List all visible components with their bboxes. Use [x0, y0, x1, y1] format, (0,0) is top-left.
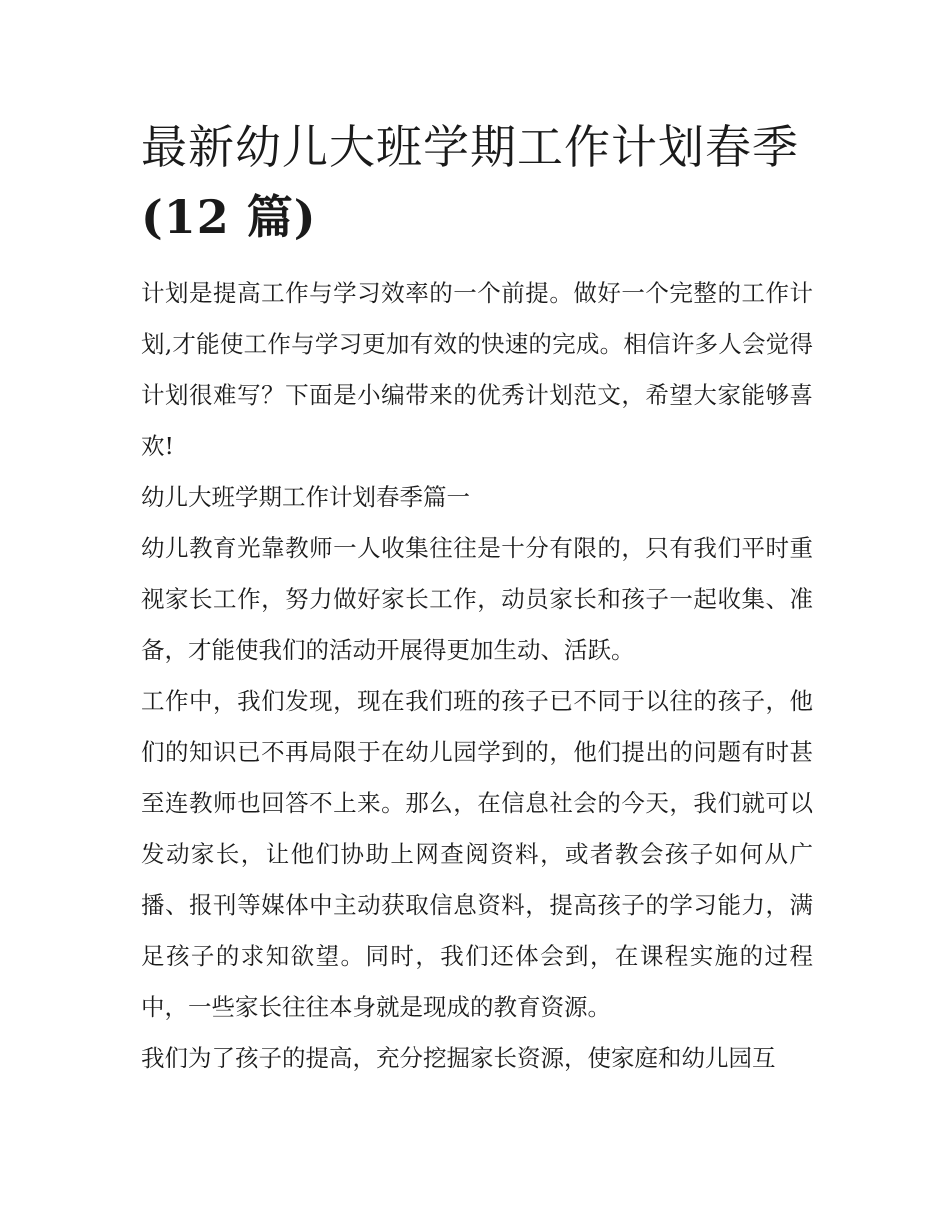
title-suffix: (12 篇) [141, 190, 317, 244]
document-title [141, 112, 813, 252]
body-paragraph-1: 幼儿教育光靠教师一人收集往往是十分有限的，只有我们平时重视家长工作，努力做好家长工作，动员家长和孩子一起收集、准备，才能使我们的活动开展得更加生动、活跃。 [141, 534, 813, 664]
intro-paragraph: 计划是提高工作与学习效率的一个前提。做好一个完整的工作计划,才能使工作与学习更加有效的快速的完成。相信许多人会觉得计划很难写？下面是小编带来的优秀计划范文，希望大家能够喜欢! [141, 279, 813, 460]
body-paragraph-3: 我们为了孩子的提高，充分挖掘家长资源，使家庭和幼儿园互 [141, 1044, 776, 1072]
section-heading: 幼儿大班学期工作计划春季篇一 [141, 483, 470, 511]
body-paragraph-2: 工作中，我们发现，现在我们班的孩子已不同于以往的孩子，他们的知识已不再局限于在幼儿园学到的，他们提出的问题有时甚至连教师也回答不上来。那么，在信息社会的今天，我们就可以发动家长，让他们协助上网查阅资料，或者教会孩子如何从广播、报刊等媒体中主动获取信息资料，提高孩子的学习能力，满足孩子的求知欲望。同时，我们还体会到，在课程实施的过程中，一些家长往往本身就是现成的教育资源。 [141, 687, 813, 1021]
title-main: 最新幼儿大班学期工作计划春季 [141, 120, 799, 174]
document-page [141, 112, 813, 1084]
